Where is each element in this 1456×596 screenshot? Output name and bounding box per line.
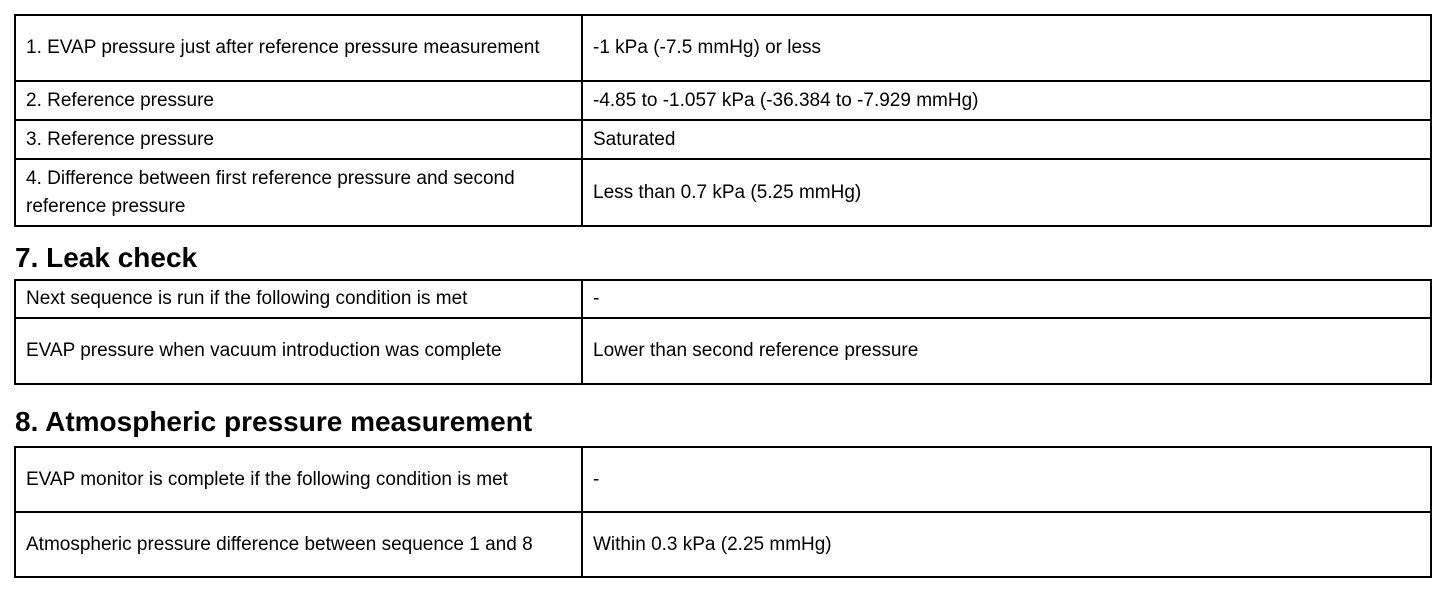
section-heading-leak-check: 7. Leak check <box>15 242 198 273</box>
value-cell: -4.85 to -1.057 kPa (-36.384 to -7.929 mmHg) <box>582 81 1431 120</box>
condition-cell: 4. Difference between first reference pressure and second reference pressure <box>15 159 582 226</box>
value-cell: - <box>582 280 1431 318</box>
table-row <box>15 512 1431 577</box>
condition-cell: 1. EVAP pressure just after reference pressure measurement <box>15 15 582 81</box>
value-cell: -1 kPa (-7.5 mmHg) or less <box>582 15 1431 81</box>
condition-cell: 2. Reference pressure <box>15 81 582 120</box>
table-row <box>15 280 1431 318</box>
section-heading-atmospheric-pressure: 8. Atmospheric pressure measurement <box>15 406 533 437</box>
reference-pressure-table <box>14 14 1432 227</box>
value-cell: Saturated <box>582 120 1431 159</box>
condition-cell: Atmospheric pressure difference between sequence 1 and 8 <box>15 512 582 577</box>
condition-cell: 3. Reference pressure <box>15 120 582 159</box>
value-cell: - <box>582 447 1431 512</box>
condition-cell: EVAP monitor is complete if the following condition is met <box>15 447 582 512</box>
value-cell: Within 0.3 kPa (2.25 mmHg) <box>582 512 1431 577</box>
value-cell: Lower than second reference pressure <box>582 318 1431 384</box>
atmospheric-pressure-table <box>14 446 1432 578</box>
table-row <box>15 159 1431 226</box>
leak-check-table <box>14 279 1432 385</box>
condition-cell: Next sequence is run if the following condition is met <box>15 280 582 318</box>
condition-cell: EVAP pressure when vacuum introduction was complete <box>15 318 582 384</box>
table-row <box>15 15 1431 81</box>
table-row <box>15 81 1431 120</box>
table-row <box>15 120 1431 159</box>
table-row <box>15 447 1431 512</box>
value-cell: Less than 0.7 kPa (5.25 mmHg) <box>582 159 1431 226</box>
table-row <box>15 318 1431 384</box>
